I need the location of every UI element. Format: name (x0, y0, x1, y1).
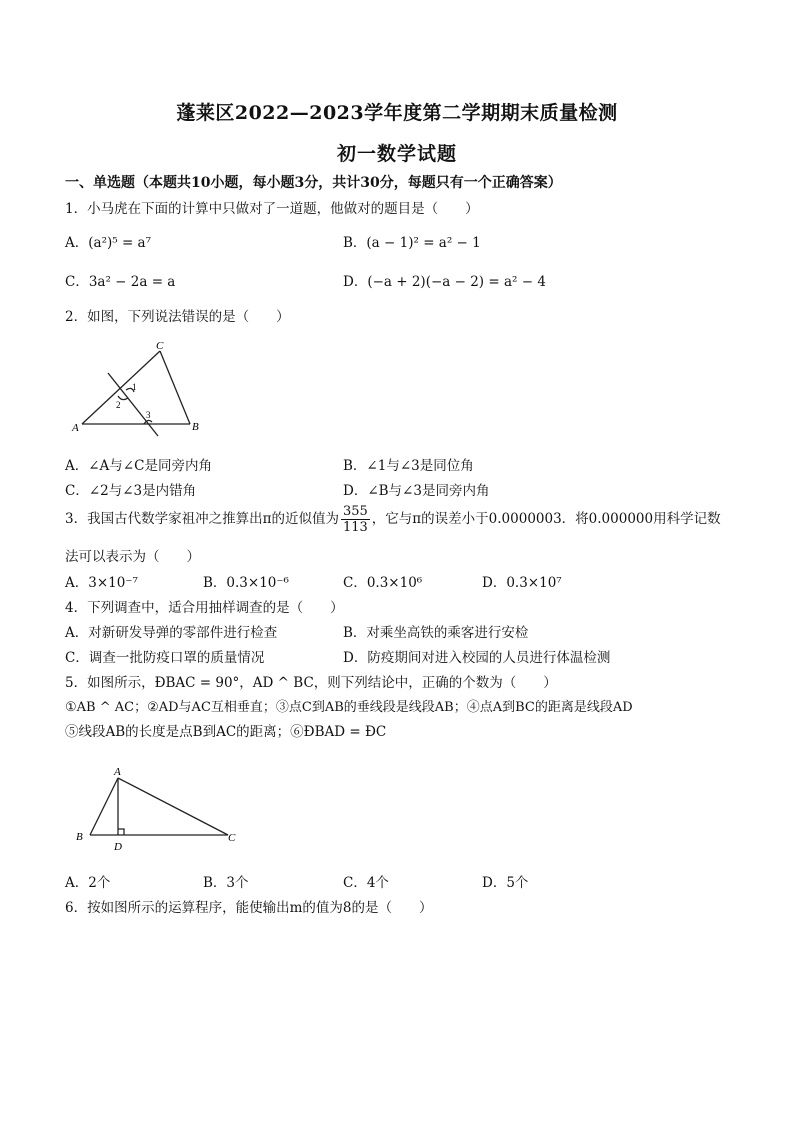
question-2-stem: 2．如图，下列说法错误的是（ ） (65, 309, 290, 325)
question-3-stem-line2: 法可以表示为（ ） (65, 549, 200, 565)
question-3-option-b: B．0.3×10⁻⁶ (203, 575, 289, 591)
angle-label-2: 2 (116, 400, 121, 410)
question-5-option-d: D．5个 (482, 875, 529, 891)
question-3-stem-pre: 3．我国古代数学家祖冲之推算出π的近似值为 (65, 511, 339, 527)
segment-ab (90, 778, 118, 835)
fraction-numerator: 355 (342, 504, 368, 519)
question-2-figure (70, 338, 210, 438)
question-5-statements-line1: ①AB ^ AC；②AD与AC互相垂直；③点C到AB的垂线段是线段AB；④点A到BC的距离是线段AD (65, 700, 633, 715)
question-5-statements-line2: ⑤线段AB的长度是点B到AC的距离；⑥ÐBAD = ÐC (65, 724, 387, 740)
fraction-denominator: 113 (342, 520, 368, 535)
right-angle-mark (118, 829, 124, 835)
pi-approx-fraction (341, 504, 370, 535)
question-5-figure (72, 764, 242, 854)
triangle-side-cb (160, 351, 190, 424)
exam-subtitle: 初一数学试题 (336, 143, 457, 165)
section-heading: 一、单选题（本题共10小题，每小题3分，共计30分，每题只有一个正确答案） (65, 175, 562, 191)
question-3-option-c: C．0.3×10⁶ (343, 575, 423, 591)
point-label-b: B (76, 831, 83, 843)
question-3-option-d: D．0.3×10⁷ (482, 575, 562, 591)
question-1-option-c: C．3a² − 2a = a (65, 274, 176, 290)
question-1-option-a: A．(a²)⁵ = a⁷ (65, 235, 152, 251)
question-4-option-a: A．对新研发导弹的零部件进行检查 (65, 625, 278, 641)
question-3-stem-post: ，它与π的误差小于0.0000003．将0.000000用科学记数 (371, 511, 721, 527)
question-5-stem: 5．如图所示，ÐBAC = 90°，AD ^ BC，则下列结论中，正确的个数为（ ） (65, 675, 557, 691)
question-1-stem: 1．小马虎在下面的计算中只做对了一道题，他做对的题目是（ ） (65, 201, 479, 217)
angle-label-1: 1 (132, 382, 137, 392)
question-4-stem: 4．下列调查中，适合用抽样调查的是（ ） (65, 600, 344, 616)
question-4-option-c: C．调查一批防疫口罩的质量情况 (65, 650, 265, 666)
point-label-d: D (114, 841, 122, 853)
segment-ac (118, 778, 228, 835)
question-2-option-a: A．∠A与∠C是同旁内角 (65, 458, 212, 474)
exam-title: 蓬莱区2022—2023学年度第二学期期末质量检测 (176, 102, 618, 124)
question-5-option-a: A．2个 (65, 875, 111, 891)
question-3-stem (65, 504, 721, 535)
question-4-option-b: B．对乘坐高铁的乘客进行安检 (343, 625, 529, 641)
point-label-a: A (114, 766, 121, 778)
point-label-b: B (192, 421, 199, 433)
point-label-c: C (228, 832, 236, 844)
angle-label-3: 3 (146, 410, 151, 420)
question-4-option-d: D．防疫期间对进入校园的人员进行体温检测 (343, 650, 611, 666)
question-6-stem: 6．按如图所示的运算程序，能使输出m的值为8的是（ ） (65, 900, 433, 916)
question-2-option-b: B．∠1与∠3是同位角 (343, 458, 474, 474)
question-3-option-a: A．3×10⁻⁷ (65, 575, 138, 591)
question-5-option-b: B．3个 (203, 875, 249, 891)
question-1-option-d: D．(−a + 2)(−a − 2) = a² − 4 (343, 274, 546, 290)
question-5-option-c: C．4个 (343, 875, 389, 891)
question-2-option-c: C．∠2与∠3是内错角 (65, 483, 197, 499)
question-1-option-b: B．(a − 1)² = a² − 1 (343, 235, 481, 251)
question-2-option-d: D．∠B与∠3是同旁内角 (343, 483, 490, 499)
point-label-a: A (72, 422, 79, 434)
point-label-c: C (156, 340, 164, 352)
